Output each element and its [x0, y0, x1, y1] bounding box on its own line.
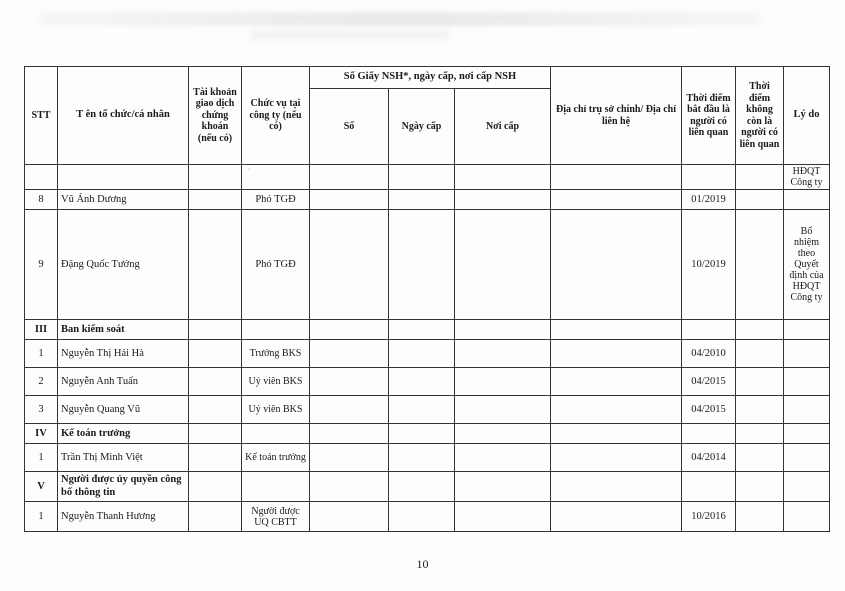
table-row: 1 Nguyễn Thị Hải Hà Trưởng BKS 04/2010: [25, 340, 830, 368]
table-row: 1 Trần Thị Minh Việt Kế toán trưởng 04/2014: [25, 444, 830, 472]
header-nsh-group: Số Giấy NSH*, ngày cấp, nơi cấp NSH: [310, 67, 551, 89]
bleed-through-text: [40, 12, 760, 26]
related-persons-table: [24, 66, 830, 532]
start-date: 10/2019: [682, 210, 736, 320]
header-start: Thời điểm bắt đầu là người có liên quan: [682, 67, 736, 165]
section-row: IV Kế toán trưởng: [25, 424, 830, 444]
bleed-through-text: [250, 30, 450, 40]
start-date: 04/2015: [682, 396, 736, 424]
table-row: 1 Nguyễn Thanh Hương Người được UQ CBTT 10/2016: [25, 502, 830, 532]
table-row: 9 Đặng Quốc Tưởng Phó TGĐ 10/2019 Bổ nhiệm theo Quyết định của HĐQT Công ty: [25, 210, 830, 320]
person-name: Đặng Quốc Tưởng: [58, 210, 189, 320]
stray-mark: ·: [242, 165, 310, 190]
section-row: III Ban kiểm soát: [25, 320, 830, 340]
position-cell: Người được UQ CBTT: [242, 502, 310, 532]
table-row: 2 Nguyễn Anh Tuấn Uỷ viên BKS 04/2015: [25, 368, 830, 396]
header-so: Số: [310, 89, 389, 165]
header-reason: Lý do: [784, 67, 830, 165]
header-stt: STT: [25, 67, 58, 165]
table-row: 8 Vũ Ánh Dương Phó TGĐ 01/2019: [25, 190, 830, 210]
table-row: [25, 165, 830, 190]
header-account: Tài khoản giao dịch chứng khoán (nếu có): [189, 67, 242, 165]
reason-cell: Bổ nhiệm theo Quyết định của HĐQT Công ty: [784, 210, 830, 320]
start-date: 10/2016: [682, 502, 736, 532]
start-date: 04/2015: [682, 368, 736, 396]
position-cell: Uỷ viên BKS: [242, 396, 310, 424]
section-title: Người được ủy quyền công bố thông tin: [58, 472, 189, 502]
person-name: Nguyễn Anh Tuấn: [58, 368, 189, 396]
section-title: Ban kiểm soát: [58, 320, 189, 340]
person-name: Trần Thị Minh Việt: [58, 444, 189, 472]
header-ngay-cap: Ngày cấp: [389, 89, 455, 165]
header-row: [25, 67, 830, 89]
position-cell: Phó TGĐ: [242, 210, 310, 320]
position-cell: Phó TGĐ: [242, 190, 310, 210]
section-row: V Người được ủy quyền công bố thông tin: [25, 472, 830, 502]
person-name: Nguyễn Thanh Hương: [58, 502, 189, 532]
header-position: Chức vụ tại công ty (nếu có): [242, 67, 310, 165]
start-date: 04/2010: [682, 340, 736, 368]
header-name: T ên tổ chức/cá nhân: [58, 67, 189, 165]
position-cell: Trưởng BKS: [242, 340, 310, 368]
position-cell: Uỷ viên BKS: [242, 368, 310, 396]
person-name: Nguyễn Quang Vũ: [58, 396, 189, 424]
page-number: 10: [416, 557, 429, 571]
header-end: Thời điểm không còn là người có liên quan: [736, 67, 784, 165]
start-date: 01/2019: [682, 190, 736, 210]
table-row: 3 Nguyễn Quang Vũ Uỷ viên BKS 04/2015: [25, 396, 830, 424]
header-address: Địa chỉ trụ sở chính/ Địa chỉ liên hệ: [551, 67, 682, 165]
position-cell: Kế toán trưởng: [242, 444, 310, 472]
section-title: Kế toán trưởng: [58, 424, 189, 444]
header-noi-cap: Nơi cấp: [455, 89, 551, 165]
person-name: Nguyễn Thị Hải Hà: [58, 340, 189, 368]
reason-cell: HĐQT Công ty: [784, 165, 830, 190]
start-date: 04/2014: [682, 444, 736, 472]
person-name: Vũ Ánh Dương: [58, 190, 189, 210]
